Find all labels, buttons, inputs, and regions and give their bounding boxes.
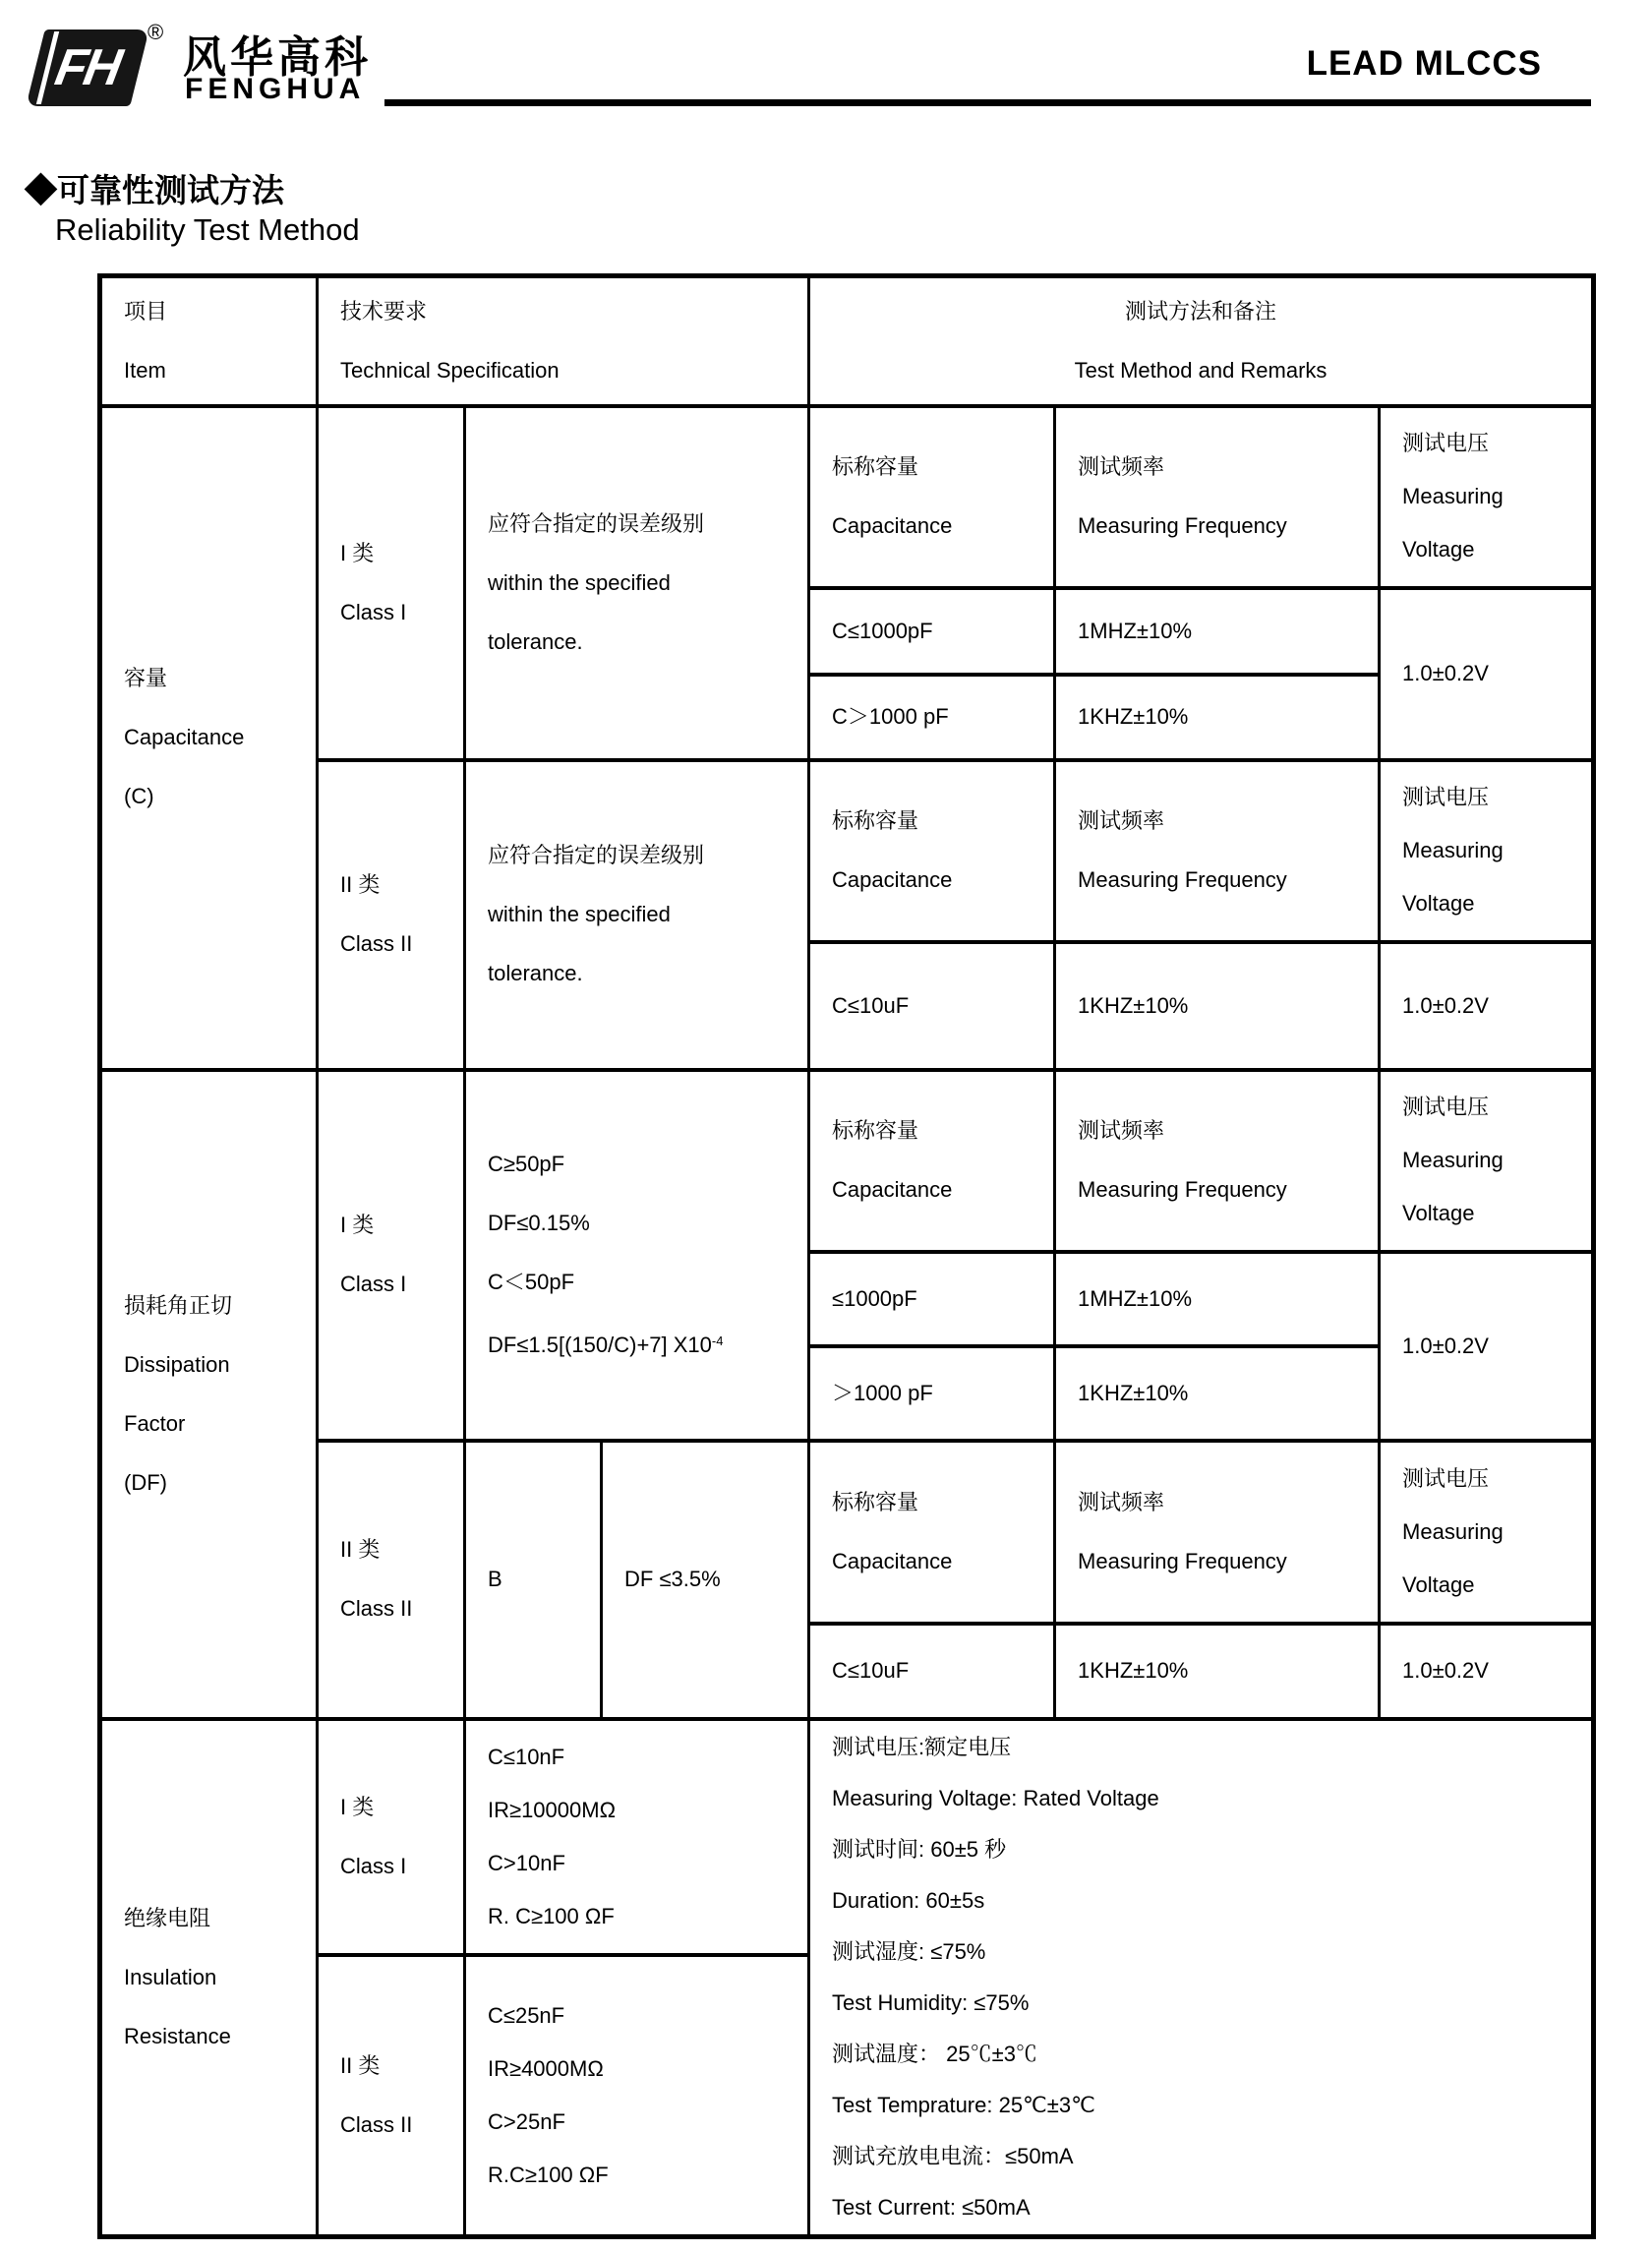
voltage-value-cell: 1.0±0.2V [1380,1252,1594,1441]
voltage-value-cell: 1.0±0.2V [1380,942,1594,1070]
cap-range-cell: C＞1000 pF [809,675,1055,760]
table-row [100,1070,1594,1252]
freq-value-cell: 1KHZ±10% [1055,942,1380,1070]
subheader-voltage: 测试电压 Measuring Voltage [1380,1441,1594,1624]
cap-range-cell: C≤1000pF [809,588,1055,675]
item-insulation-resistance: 绝缘电阻 Insulation Resistance [100,1719,318,2237]
subheader-voltage: 测试电压 Measuring Voltage [1380,760,1594,942]
th-technical-specification: 技术要求 Technical Specification [318,276,809,406]
capacitance-class2-cell: II 类 Class II [318,760,465,1070]
ir-class2-spec: C≤25nF IR≥4000MΩ C>25nF R.C≥100 ΩF [465,1955,809,2237]
subheader-capacitance: 标称容量 Capacitance [809,1070,1055,1252]
ir-test-method-block: 测试电压:额定电压 Measuring Voltage: Rated Voltage 测试时间: 60±5 秒 Duration: 60±5s 测试湿度: ≤75% Test Humidity: ≤75% 测试温度： 25℃±3℃ Test Temprature: 25℃±3℃ 测试充放电电流：≤50mA Test Current: ≤50mA [809,1719,1594,2237]
header-rule [384,99,1591,106]
df-class2-limit-cell: DF ≤3.5% [602,1441,809,1719]
doc-title: LEAD MLCCS [1306,44,1542,83]
ir-class2-cell: II 类 Class II [318,1955,465,2237]
logo-fh-monogram: FH [51,39,124,96]
item-dissipation-factor: 损耗角正切 Dissipation Factor (DF) [100,1070,318,1719]
cap-range-cell: C≤10uF [809,1624,1055,1719]
subheader-frequency: 测试频率 Measuring Frequency [1055,406,1380,588]
th-test-method: 测试方法和备注 Test Method and Remarks [809,276,1594,406]
freq-value-cell: 1KHZ±10% [1055,1346,1380,1441]
table-row [100,406,1594,588]
table-row [100,1441,1594,1624]
subheader-frequency: 测试频率 Measuring Frequency [1055,1441,1380,1624]
subheader-capacitance: 标称容量 Capacitance [809,406,1055,588]
table-header-row [100,276,1594,406]
df-class2-cell: II 类 Class II [318,1441,465,1719]
ir-class1-cell: I 类 Class I [318,1719,465,1955]
th-item: 项目 Item [100,276,318,406]
ir-class1-spec: C≤10nF IR≥10000MΩ C>10nF R. C≥100 ΩF [465,1719,809,1955]
freq-value-cell: 1MHZ±10% [1055,588,1380,675]
df-class1-spec: C≥50pF DF≤0.15% C＜50pF DF≤1.5[(150/C)+7] $X10^{-4}$ [465,1070,809,1441]
section-title-en: Reliability Test Method [55,212,360,247]
company-name-cn: 风华高科 [183,33,372,82]
df-formula: DF≤1.5[(150/C)+7] $X10^{-4}$ [488,1333,724,1357]
cap-range-cell: ＞1000 pF [809,1346,1055,1441]
df-class2-b-cell: B [465,1441,602,1719]
subheader-capacitance: 标称容量 Capacitance [809,760,1055,942]
section-title-cn: ◆可靠性测试方法 [25,172,284,208]
company-name-en: FENGHUA [185,73,366,105]
cap-range-cell: C≤10uF [809,942,1055,1070]
subheader-frequency: 测试频率 Measuring Frequency [1055,760,1380,942]
capacitance-class1-cell: I 类 Class I [318,406,465,760]
freq-value-cell: 1MHZ±10% [1055,1252,1380,1346]
table-row [100,1719,1594,1955]
subheader-voltage: 测试电压 Measuring Voltage [1380,1070,1594,1252]
voltage-value-cell: 1.0±0.2V [1380,588,1594,760]
freq-value-cell: 1KHZ±10% [1055,1624,1380,1719]
item-capacitance: 容量 Capacitance (C) [100,406,318,1070]
voltage-value-cell: 1.0±0.2V [1380,1624,1594,1719]
reliability-test-table [97,273,1596,2239]
subheader-frequency: 测试频率 Measuring Frequency [1055,1070,1380,1252]
cap-range-cell: ≤1000pF [809,1252,1055,1346]
table-row [100,760,1594,942]
subheader-capacitance: 标称容量 Capacitance [809,1441,1055,1624]
freq-value-cell: 1KHZ±10% [1055,675,1380,760]
capacitance-class2-spec: 应符合指定的误差级别 within the specified tolerance. [465,760,809,1070]
subheader-voltage: 测试电压 Measuring Voltage [1380,406,1594,588]
capacitance-class1-spec: 应符合指定的误差级别 within the specified tolerance. [465,406,809,760]
registered-trademark-icon: ® [148,20,164,44]
df-class1-cell: I 类 Class I [318,1070,465,1441]
